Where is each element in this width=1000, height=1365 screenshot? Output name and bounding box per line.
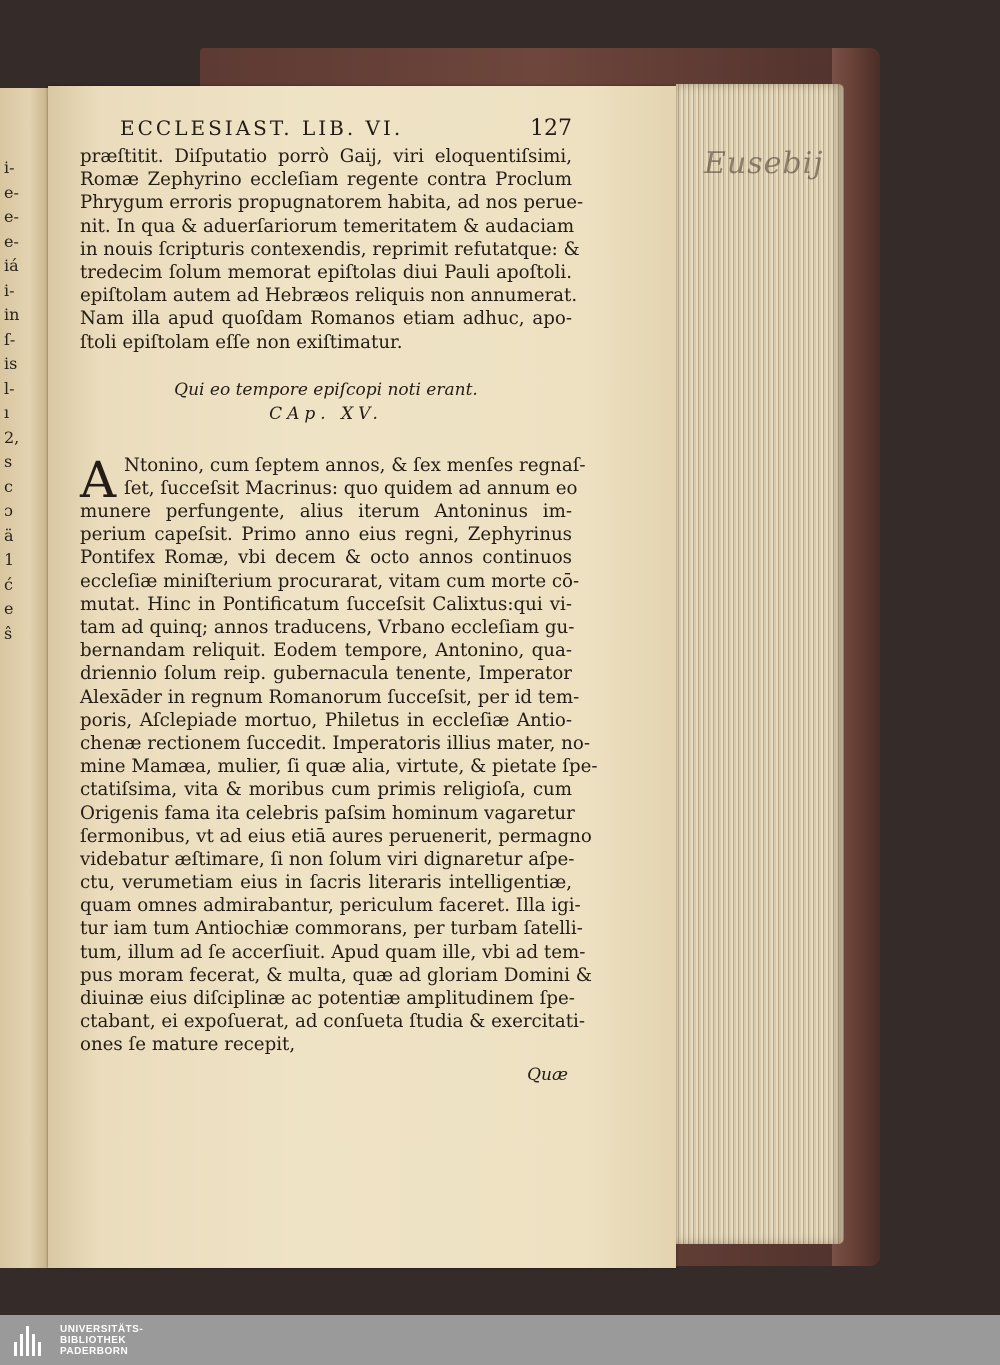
- left-page-text-fragment: ŝ: [4, 623, 13, 643]
- text-line: Pontifex Romæ, vbi decem & octo annos continuos: [80, 547, 572, 569]
- text-line: ſermonibus, vt ad eius etiā aures peruenerit, permagno: [80, 825, 592, 847]
- library-name: [60, 1324, 143, 1357]
- book-page: [48, 86, 676, 1268]
- left-page-text-fragment: e-: [4, 182, 19, 202]
- text-line: Nam illa apud quoſdam Romanos etiam adhuc, apo-: [80, 308, 572, 330]
- page-stack-fore-edge: [676, 84, 844, 1244]
- paragraph-2: [80, 450, 598, 1057]
- logo-bar: [20, 1334, 23, 1356]
- text-line: ctatiſsima, vita & moribus cum primis religioſa, cum: [80, 779, 572, 801]
- text-line: chenæ rectionem ſuccedit. Imperatoris illius mater, no-: [80, 732, 590, 754]
- paragraph-1: [80, 145, 584, 354]
- left-page-text-fragment: i-: [4, 280, 15, 300]
- logo-bar: [32, 1334, 35, 1356]
- university-library-logo-icon: [8, 1320, 48, 1360]
- left-page-text-fragment: ı: [4, 403, 10, 422]
- left-page-text-fragment: c: [4, 476, 13, 496]
- left-page-text-fragment: is: [4, 354, 18, 373]
- left-page-text-fragment: ä: [4, 525, 14, 545]
- library-footer-bar: [0, 1315, 1000, 1365]
- text-line: quam omnes admirabantur, periculum faceret. Illa igi-: [80, 895, 581, 917]
- text-line: tum, illum ad ſe accerſiuit. Apud quam ille, vbi ad tem-: [80, 941, 586, 963]
- logo-bar: [14, 1342, 17, 1356]
- left-page-text-fragment: s: [4, 452, 13, 471]
- text-line: Romæ Zephyrino eccleſiam regente contra Proclum: [80, 169, 572, 191]
- left-page-text-fragment: e: [4, 599, 14, 618]
- drop-cap: A: [80, 450, 117, 509]
- left-page-text-fragment: 2,: [4, 427, 20, 447]
- library-name-line: BIBLIOTHEK: [60, 1334, 127, 1346]
- logo-bar: [26, 1326, 29, 1356]
- text-line: mutat. Hinc in Pontificatum ſucceſsit Calixtus:qui vi-: [80, 593, 572, 615]
- left-page-text-fragment: ɔ: [4, 501, 13, 520]
- text-line: eccleſiæ miniſterium procurarat, vitam cum morte cō-: [80, 570, 580, 592]
- text-line: Origenis fama ita celebris paſsim hominum vagaretur: [80, 802, 575, 824]
- text-line: Phrygum erroris propugnatorem habita, ad nos perue-: [80, 192, 584, 214]
- logo-bar: [38, 1342, 41, 1356]
- left-page-text-fragment: e-: [4, 231, 19, 251]
- chapter-heading: Qui eo tempore epiſcopi noti erant.: [174, 379, 478, 400]
- left-page-text-fragment: ć: [4, 574, 13, 594]
- catchword: Quæ: [527, 1064, 568, 1085]
- library-name-line: UNIVERSITÄTS-: [60, 1323, 144, 1335]
- text-line: bernandam reliquit. Eodem tempore, Antonino, qua-: [80, 640, 572, 662]
- text-line: tur iam tum Antiochiæ commorans, per turbam ſatelli-: [80, 918, 583, 940]
- running-head-title: ECCLESIAST. LIB. VI.: [120, 116, 404, 140]
- text-line: epiſtolam autem ad Hebræos reliquis non annumerat.: [80, 285, 578, 307]
- text-line: tam ad quinq; annos traducens, Vrbano eccleſiam gu-: [80, 617, 575, 638]
- text-line: munere perfungente, alius iterum Antoninus im-: [80, 501, 572, 523]
- left-page-text-fragment: 1: [4, 550, 15, 569]
- text-line: in nouis ſcripturis contexendis, reprimit refutatque: &: [80, 238, 580, 260]
- library-name-line: PADERBORN: [60, 1345, 129, 1357]
- left-page-edge: [0, 88, 50, 1268]
- text-line: poris, Aſclepiade mortuo, Philetus in eccleſiæ Antio-: [80, 709, 572, 731]
- text-line: pus moram fecerat, & multa, quæ ad gloriam Domini &: [80, 964, 592, 986]
- running-head: [120, 116, 572, 141]
- chapter-number: CAp. XV.: [269, 403, 383, 424]
- left-page-text-fragment: e-: [4, 207, 19, 226]
- text-line: driennio ſolum reip. gubernacula tenente, Imperator: [80, 663, 572, 685]
- text-line: videbatur æſtimare, ſi non ſolum viri dignaretur aſpe-: [80, 848, 575, 870]
- left-page-text-fragment: i-: [4, 158, 15, 177]
- text-line: nit. In qua & aduerſariorum temeritatem & audaciam: [80, 215, 575, 237]
- text-line: Alexāder in regnum Romanorum ſucceſsit, per id tem-: [80, 686, 580, 708]
- text-line: ones ſe mature recepit,: [80, 1034, 296, 1056]
- fore-edge-inscription: Eusebij: [704, 146, 824, 181]
- text-line: perium capeſsit. Primo anno eius regni, Zephyrinus: [80, 524, 572, 546]
- left-page-text-fragment: ſ-: [4, 329, 16, 349]
- page-text: [80, 116, 598, 1085]
- text-line: diuinæ eius diſciplinæ ac potentiæ amplitudinem ſpe-: [80, 988, 575, 1009]
- text-line: ctu, verumetiam eius in ſacris literaris intelligentiæ,: [80, 872, 572, 894]
- text-line: mine Mamæa, mulier, ſi quæ alia, virtute, & pietate ſpe-: [80, 756, 598, 778]
- text-line: præſtitit. Diſputatio porrò Gaij, viri eloquentiſsimi,: [80, 146, 572, 167]
- left-page-text-fragment: l-: [4, 378, 15, 398]
- left-page-text-fragment: iá: [4, 256, 19, 275]
- text-line: ſtoli epiſtolam eſſe non exiſtimatur.: [80, 331, 403, 353]
- text-line: ſet, ſucceſsit Macrinus: quo quidem ad annum eo: [124, 477, 578, 499]
- left-page-text-fragment: in: [4, 305, 20, 324]
- text-line: Ntonino, cum ſeptem annos, & ſex menſes regnaſ-: [124, 454, 586, 476]
- page-number: 127: [530, 116, 572, 141]
- text-line: ctabant, ei expoſuerat, ad conſueta ſtudia & exercitati-: [80, 1011, 585, 1033]
- text-line: tredecim ſolum memorat epiſtolas diui Pauli apoſtoli.: [80, 261, 572, 283]
